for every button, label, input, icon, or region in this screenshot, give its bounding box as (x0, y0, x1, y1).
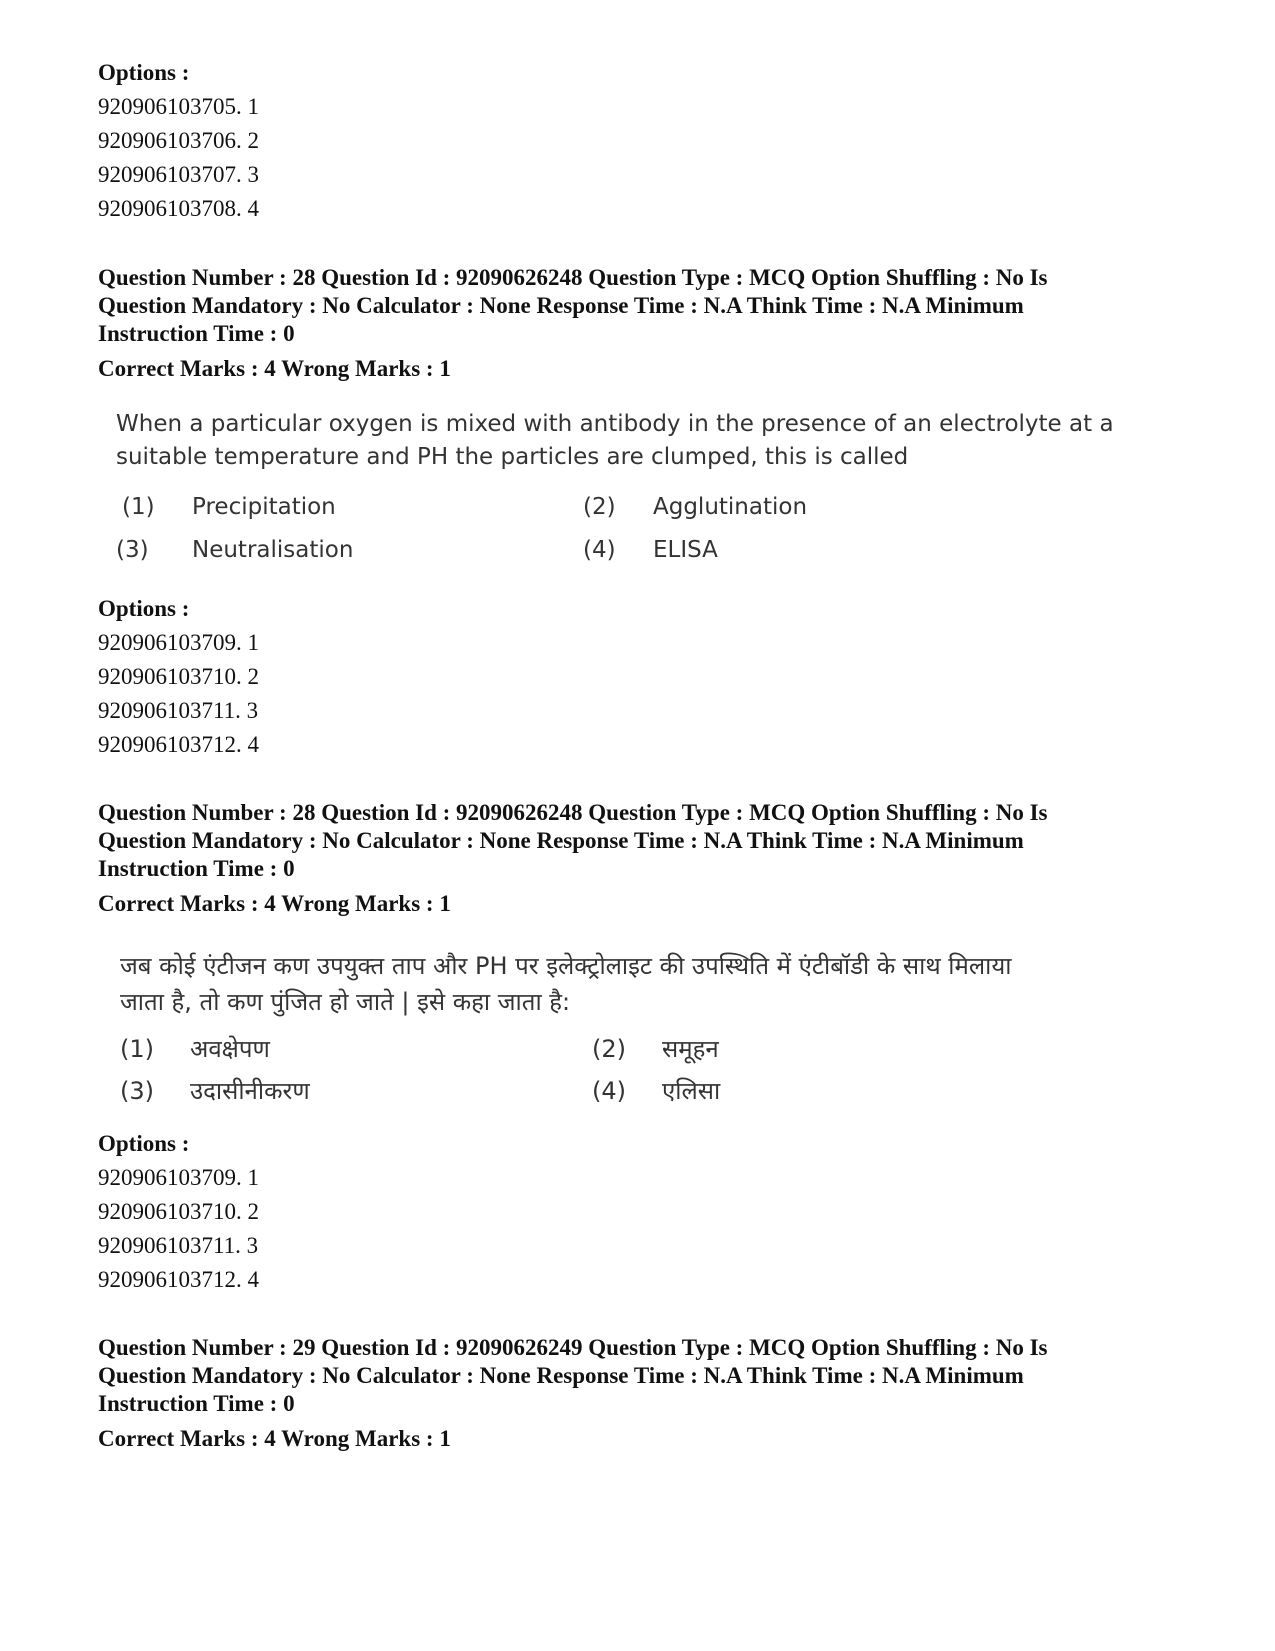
option-line: 920906103709. 1 (98, 1165, 259, 1190)
question-28-hi-text (120, 948, 1120, 1020)
marks-line: Correct Marks : 4 Wrong Marks : 1 (98, 356, 451, 381)
question-29-header (98, 1334, 1198, 1456)
question-28-en-text (116, 408, 1116, 474)
option-line: 920906103705. 1 (98, 94, 259, 119)
question-text-line: जाता है, तो कण पुंजित हो जाते | इसे कहा जाता है: (120, 988, 571, 1016)
option-line: 920906103706. 2 (98, 128, 259, 153)
question-28-hi-options (98, 1127, 1198, 1297)
top-options-section (98, 56, 1198, 226)
choice-label: Precipitation (192, 494, 336, 520)
choice-number: (1) (120, 1035, 154, 1063)
options-label: Options : (98, 60, 190, 85)
option-line: 920906103710. 2 (98, 1199, 259, 1224)
choice-number: (3) (116, 537, 149, 563)
question-text-line: suitable temperature and PH the particles are clumped, this is called (116, 444, 909, 470)
choice-label: अवक्षेपण (190, 1035, 270, 1063)
choice-2 (592, 1034, 719, 1064)
question-meta-line: Instruction Time : 0 (98, 321, 295, 346)
marks-line: Correct Marks : 4 Wrong Marks : 1 (98, 891, 451, 916)
question-28-hi-header (98, 799, 1198, 921)
question-meta-line: Instruction Time : 0 (98, 1391, 295, 1416)
choice-4 (592, 1076, 720, 1106)
option-line: 920906103711. 3 (98, 698, 259, 723)
choice-label: Neutralisation (192, 537, 354, 563)
question-meta-line: Question Mandatory : No Calculator : None Response Time : N.A Think Time : N.A Minimum (98, 828, 1024, 853)
choice-number: (4) (592, 1077, 626, 1105)
option-line: 920906103711. 3 (98, 1233, 259, 1258)
choice-label: ELISA (653, 537, 718, 563)
choice-3 (120, 1076, 310, 1106)
option-line: 920906103712. 4 (98, 1267, 259, 1292)
choice-2 (583, 492, 807, 522)
choice-label: उदासीनीकरण (190, 1077, 310, 1105)
question-text-line: जब कोई एंटीजन कण उपयुक्त ताप और PH पर इलेक्ट्रोलाइट की उपस्थिति में एंटीबॉडी के साथ मिलाया (120, 952, 1012, 980)
choice-number: (3) (120, 1077, 154, 1105)
question-meta-line: Question Number : 28 Question Id : 92090626248 Question Type : MCQ Option Shuffling : No Is (98, 265, 1048, 290)
choice-label: समूहन (662, 1035, 719, 1063)
option-line: 920906103710. 2 (98, 664, 259, 689)
question-28-en-options (98, 592, 1198, 762)
choice-4 (583, 535, 718, 565)
question-meta-line: Question Mandatory : No Calculator : None Response Time : N.A Think Time : N.A Minimum (98, 1363, 1024, 1388)
choice-number: (1) (122, 494, 155, 520)
question-meta-line: Question Number : 28 Question Id : 92090626248 Question Type : MCQ Option Shuffling : No Is (98, 800, 1048, 825)
option-line: 920906103707. 3 (98, 162, 259, 187)
choice-number: (2) (592, 1035, 626, 1063)
options-label: Options : (98, 1131, 190, 1156)
option-line: 920906103712. 4 (98, 732, 259, 757)
choice-1 (120, 1034, 270, 1064)
option-line: 920906103708. 4 (98, 196, 259, 221)
question-meta-line: Question Mandatory : No Calculator : None Response Time : N.A Think Time : N.A Minimum (98, 293, 1024, 318)
marks-line: Correct Marks : 4 Wrong Marks : 1 (98, 1426, 451, 1451)
choice-label: Agglutination (653, 494, 808, 520)
question-meta-line: Instruction Time : 0 (98, 856, 295, 881)
question-meta-line: Question Number : 29 Question Id : 92090626249 Question Type : MCQ Option Shuffling : No Is (98, 1335, 1048, 1360)
question-text-line: When a particular oxygen is mixed with antibody in the presence of an electrolyte at a (116, 411, 1114, 437)
choice-number: (4) (583, 537, 616, 563)
choice-number: (2) (583, 494, 616, 520)
option-line: 920906103709. 1 (98, 630, 259, 655)
choice-label: एलिसा (662, 1077, 721, 1105)
choice-1 (122, 492, 336, 522)
question-28-en-header (98, 264, 1198, 386)
options-label: Options : (98, 596, 190, 621)
choice-3 (116, 535, 353, 565)
